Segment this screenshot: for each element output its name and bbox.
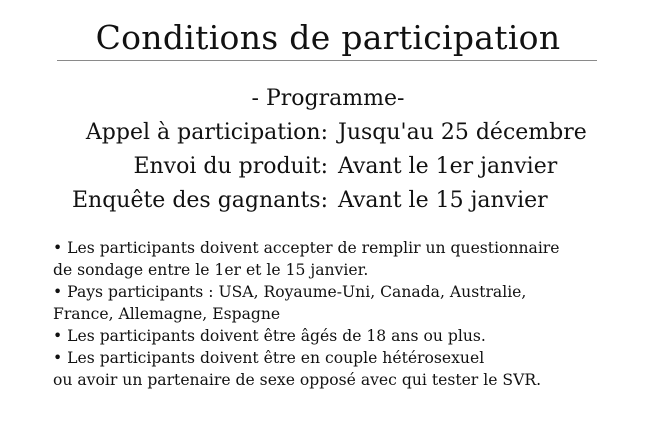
title-divider [57,60,597,61]
schedule-label: Appel à participation: [85,120,328,145]
schedule-value: Avant le 1er janvier [338,154,558,179]
schedule-list [0,116,656,218]
schedule-row [0,116,656,150]
rule-line: • Pays participants : USA, Royaume-Uni, Canada, Australie, [53,283,527,301]
schedule-label: Envoi du produit: [133,154,328,179]
rule-line: de sondage entre le 1er et le 15 janvier. [53,261,369,279]
rule-line: • Les participants doivent être en couple hétérosexuel [53,349,485,367]
rules-list [53,237,643,391]
schedule-value: Jusqu'au 25 décembre [338,120,587,145]
program-heading: - Programme- [251,86,405,111]
schedule-row [0,184,656,218]
rule-line: • Les participants doivent accepter de remplir un questionnaire [53,239,560,257]
schedule-row [0,150,656,184]
rule-line: ou avoir un partenaire de sexe opposé avec qui tester le SVR. [53,371,542,389]
schedule-label: Enquête des gagnants: [71,188,328,213]
schedule-value: Avant le 15 janvier [338,188,548,213]
rule-line: • Les participants doivent être âgés de 18 ans ou plus. [53,327,486,345]
rule-line: France, Allemagne, Espagne [53,305,281,323]
page-title: Conditions de participation [95,18,561,57]
